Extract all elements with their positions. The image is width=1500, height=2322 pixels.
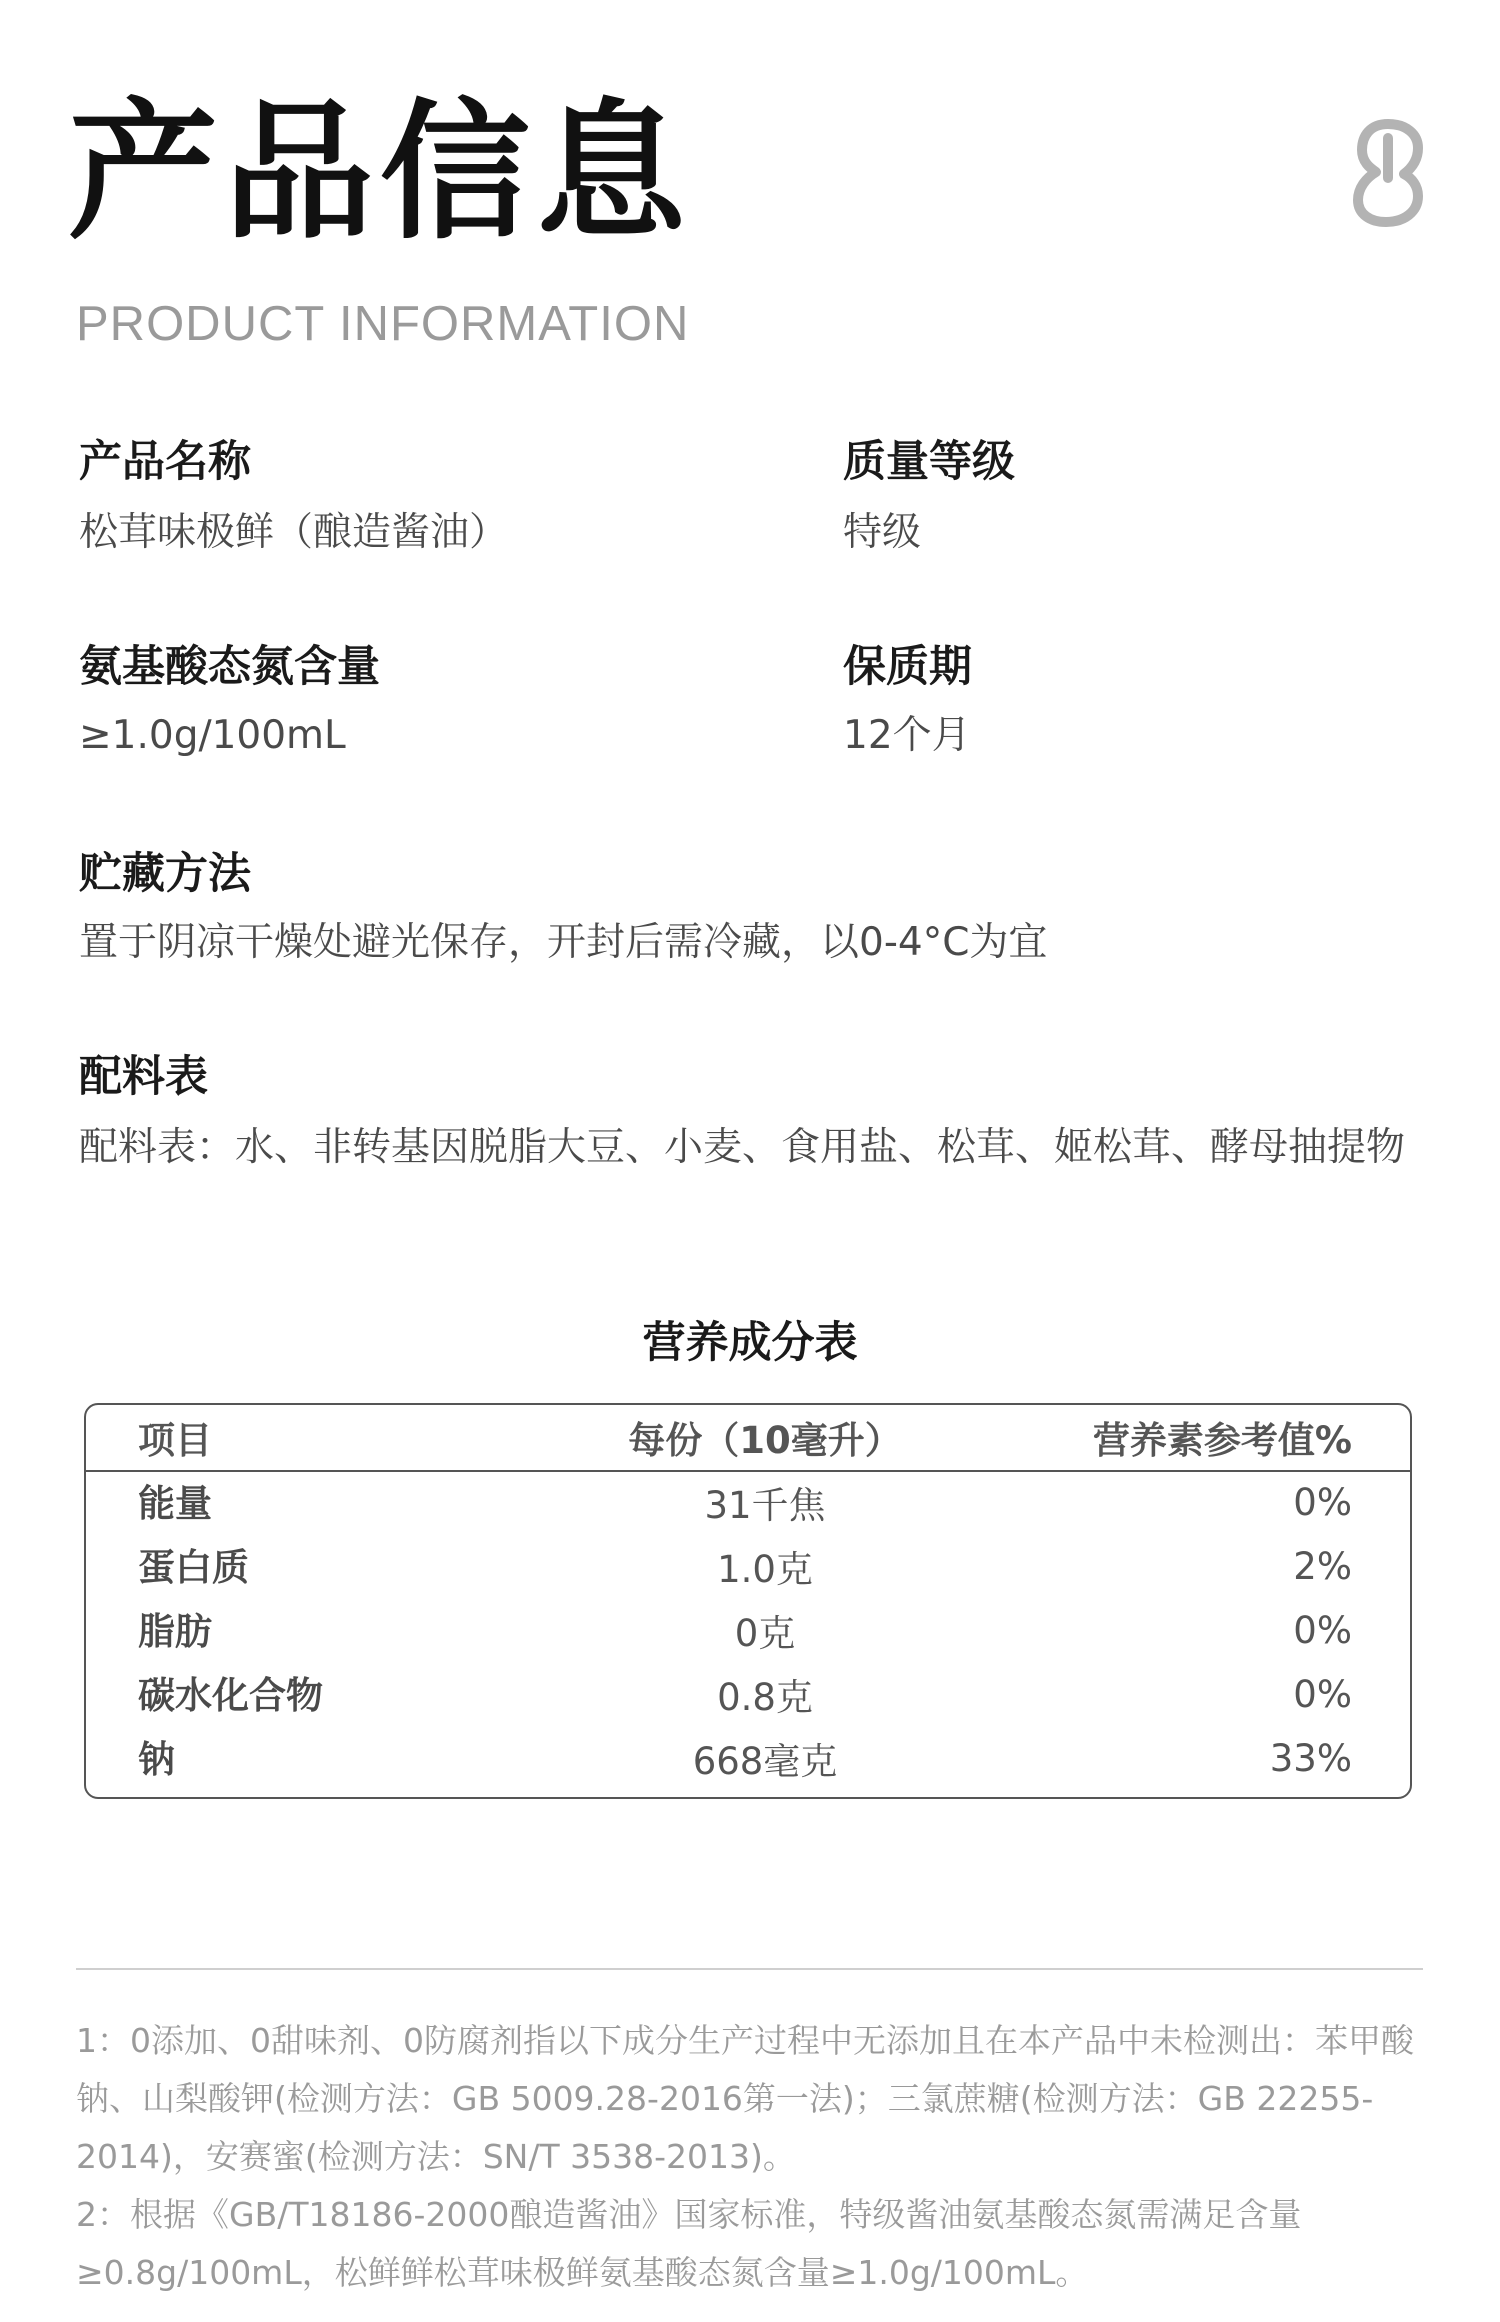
nutrition-row-name: 碳水化合物 (138, 1674, 323, 1717)
footnote-1: 1：0添加、0甜味剂、0防腐剂指以下成分生产过程中无添加且在本产品中未检测出：苯甲酸钠、山梨酸钾(检测方法：GB 5009.28-2016第一法)；三氯蔗糖(检测方法：GB 22255-2014)，安赛蜜(检测方法：SN/T 3538-2013)。 (76, 2021, 1414, 2176)
shelf-life-label: 保质期 (843, 642, 972, 692)
nutrition-header-nrv: 营养素参考值% (1092, 1419, 1352, 1462)
nutrition-header-item: 项目 (138, 1419, 212, 1462)
nutrition-row-nrv: 33% (1269, 1737, 1352, 1780)
nutrition-row-nrv: 0% (1293, 1481, 1352, 1524)
product-name-label: 产品名称 (79, 437, 251, 487)
ingredients-label: 配料表 (79, 1052, 208, 1102)
nutrition-row-amount: 0克 (734, 1612, 796, 1655)
storage-label: 贮藏方法 (79, 849, 251, 899)
nutrition-header-per-serving: 每份（10毫升） (628, 1419, 902, 1462)
nutrition-row-nrv: 0% (1293, 1609, 1352, 1652)
page-subtitle: PRODUCT INFORMATION (76, 297, 690, 351)
nutrition-row-name: 脂肪 (138, 1610, 212, 1653)
quality-grade-value: 特级 (843, 510, 922, 555)
brand-loop-icon (1348, 116, 1428, 228)
nutrition-row-amount: 31千焦 (704, 1484, 826, 1527)
nutrition-row-name: 钠 (138, 1738, 175, 1781)
storage-value: 置于阴凉干燥处避光保存，开封后需冷藏，以0-4°C为宜 (79, 920, 1048, 965)
ingredients-value: 配料表：水、非转基因脱脂大豆、小麦、食用盐、松茸、姬松茸、酵母抽提物 (79, 1125, 1406, 1170)
nutrition-row-amount: 0.8克 (717, 1676, 813, 1719)
amino-nitrogen-label: 氨基酸态氮含量 (79, 642, 380, 692)
shelf-life-value: 12个月 (843, 713, 971, 758)
footnote-2: 2：根据《GB/T18186-2000酿造酱油》国家标准，特级酱油氨基酸态氮需满足含量≥0.8g/100mL，松鲜鲜松茸味极鲜氨基酸态氮含量≥1.0g/100mL。 (76, 2195, 1302, 2292)
quality-grade-label: 质量等级 (843, 437, 1015, 487)
nutrition-row-name: 蛋白质 (138, 1546, 249, 1589)
nutrition-title: 营养成分表 (642, 1318, 858, 1368)
product-name-value: 松茸味极鲜（酿造酱油） (79, 510, 509, 555)
amino-nitrogen-value: ≥1.0g/100mL (79, 713, 346, 758)
nutrition-row-amount: 1.0克 (717, 1548, 813, 1591)
nutrition-row-nrv: 0% (1293, 1673, 1352, 1716)
nutrition-row-amount: 668毫克 (692, 1740, 838, 1783)
footnote-divider (76, 1968, 1423, 1970)
page-title: 产品信息 (68, 86, 693, 260)
nutrition-row-nrv: 2% (1293, 1545, 1352, 1588)
nutrition-header-divider (86, 1470, 1410, 1472)
nutrition-row-name: 能量 (138, 1482, 212, 1525)
